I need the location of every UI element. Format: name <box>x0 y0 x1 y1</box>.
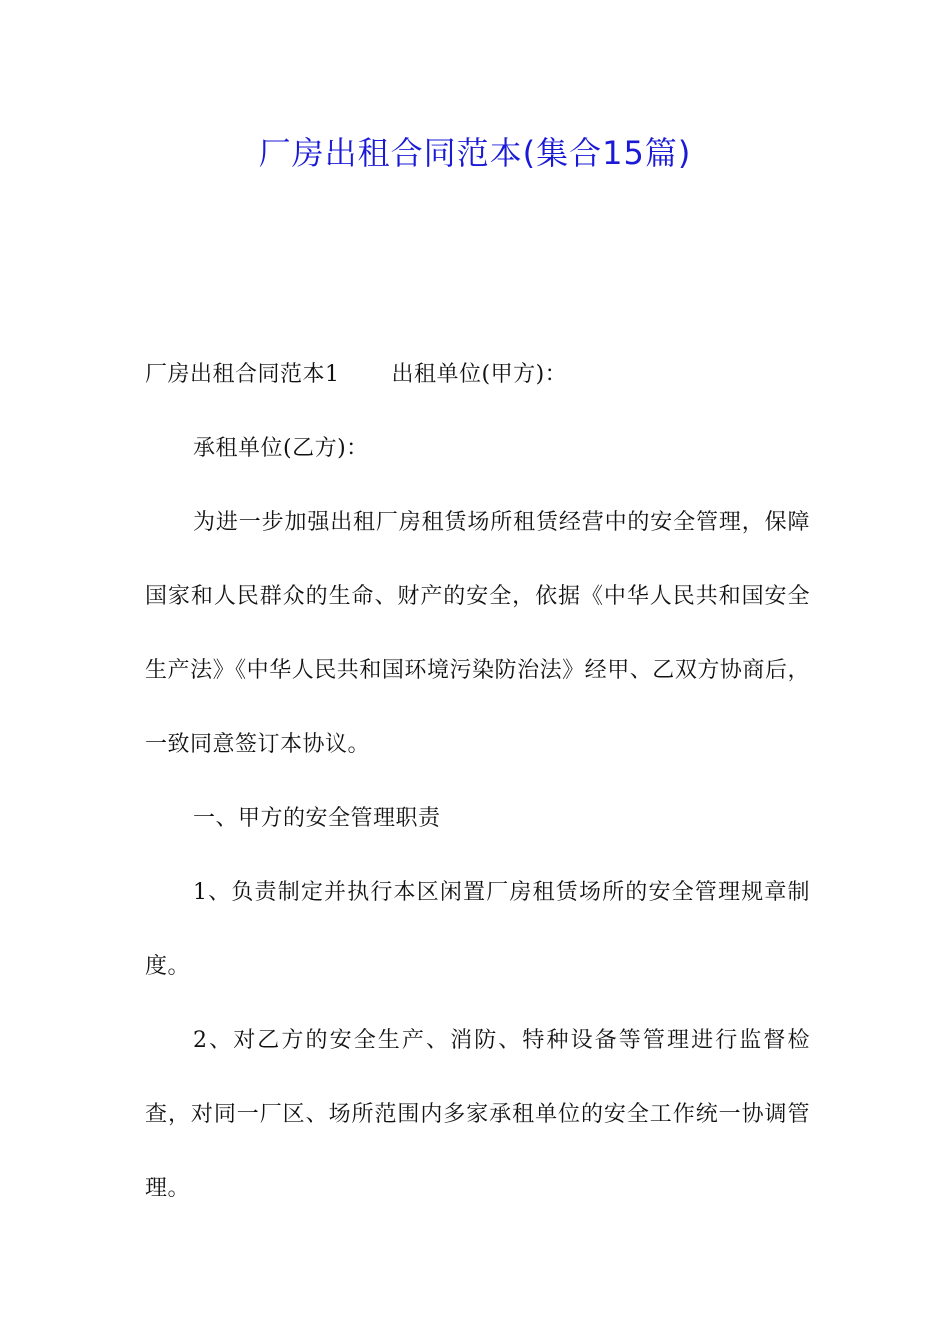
clause-2: 2、对乙方的安全生产、消防、特种设备等管理进行监督检查，对同一厂区、场所范围内多家承租单位的安全工作统一协调管理。 <box>145 1028 810 1201</box>
lessor-label: 出租单位(甲方)： <box>391 362 568 387</box>
contract-heading-line <box>145 338 810 412</box>
section-heading-party-a-duties: 一、甲方的安全管理职责 <box>193 806 441 831</box>
document-title: 厂房出租合同范本(集合15篇) <box>258 134 692 172</box>
clause-1: 1、负责制定并执行本区闲置厂房租赁场所的安全管理规章制度。 <box>145 880 810 979</box>
document-body <box>145 338 810 1226</box>
lessee-label: 承租单位(乙方)： <box>193 436 369 461</box>
paragraph-purpose: 为进一步加强出租厂房租赁场所租赁经营中的安全管理，保障国家和人民群众的生命、财产的安全，依据《中华人民共和国安全生产法》《中华人民共和国环境污染防治法》经甲、乙双方协商后，一致同意签订本协议。 <box>145 510 810 757</box>
section-title: 厂房出租合同范本1 <box>145 362 340 387</box>
